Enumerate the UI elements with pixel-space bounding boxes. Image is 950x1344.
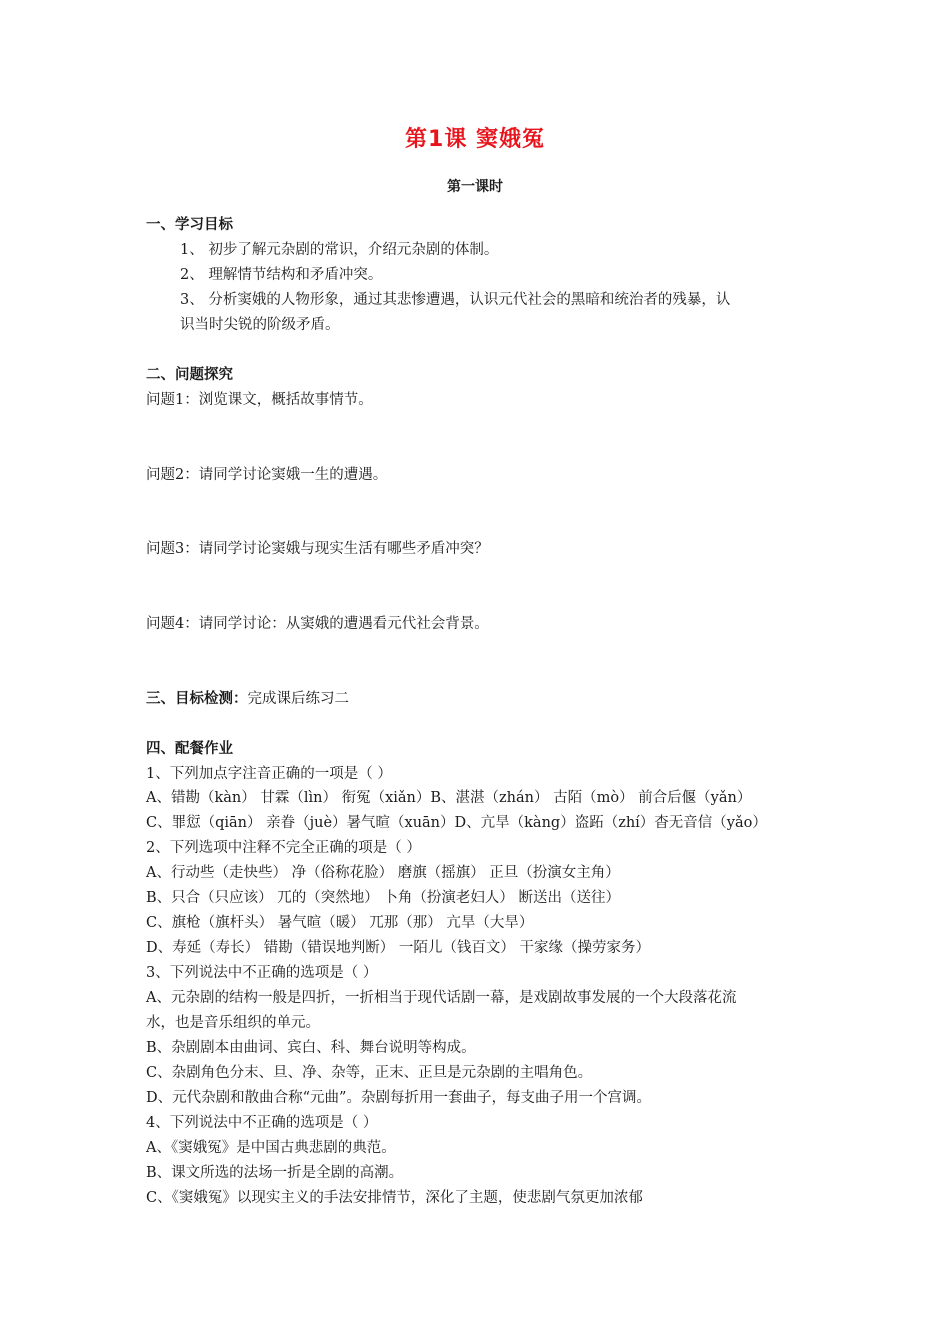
- page-subtitle: 第一课时: [447, 179, 503, 195]
- exercise-line: A、行动些（走快些） 净（俗称花脸） 磨旗（摇旗） 正旦（扮演女主角）: [146, 865, 620, 881]
- goal-item: 2、 理解情节结构和矛盾冲突。: [180, 267, 383, 283]
- exercise-line: B、杂剧剧本由曲词、宾白、科、舞台说明等构成。: [146, 1040, 476, 1056]
- section-check-text: 完成课后练习二: [247, 691, 349, 707]
- exercise-line: 1、下列加点字注音正确的一项是（ ）: [146, 766, 392, 782]
- exercise-line: C、旗枪（旗杆头） 暑气暄（暖） 兀那（那） 亢旱（大旱）: [146, 915, 534, 931]
- page-title: 第1课 窦娥冤: [405, 127, 545, 152]
- section-heading-goals: 一、学习目标: [146, 217, 233, 233]
- exercise-line: D、元代杂剧和散曲合称“元曲”。杂剧每折用一套曲子，每支曲子用一个宫调。: [146, 1090, 651, 1106]
- exercise-line: 3、下列说法中不正确的选项是（ ）: [146, 965, 378, 981]
- exercise-line: A、错勘（kàn） 甘霖（lìn） 衔冤（xiǎn）B、湛湛（zhán） 古陌（mò） 前合后偃（yǎn）: [146, 790, 752, 806]
- goal-item-continued: 识当时尖锐的阶级矛盾。: [180, 317, 340, 333]
- goal-item: 3、 分析窦娥的人物形象，通过其悲惨遭遇，认识元代社会的黑暗和统治者的残暴，认: [180, 292, 731, 308]
- section-heading-check-label: 三、目标检测：: [146, 691, 248, 707]
- exercise-line: 4、下列说法中不正确的选项是（ ）: [146, 1115, 378, 1131]
- exercise-line: 2、下列选项中注释不完全正确的项是（ ）: [146, 840, 421, 856]
- section-heading-homework: 四、配餐作业: [146, 741, 233, 757]
- section-heading-questions: 二、问题探究: [146, 367, 233, 383]
- question-item: 问题2：请同学讨论窦娥一生的遭遇。: [146, 467, 388, 483]
- question-item: 问题4：请同学讨论：从窦娥的遭遇看元代社会背景。: [146, 616, 489, 632]
- goal-item: 1、 初步了解元杂剧的常识，介绍元杂剧的体制。: [180, 242, 499, 258]
- exercise-line: C、罪愆（qiān） 亲眷（juè）暑气暄（xuān）D、亢旱（kàng）盗跖（zhí）杳无音信（yǎo）: [146, 815, 767, 831]
- exercise-line: 水，也是音乐组织的单元。: [146, 1015, 320, 1031]
- exercise-line: B、只合（只应该） 兀的（突然地） 卜角（扮演老妇人） 断送出（送往）: [146, 890, 620, 906]
- exercise-line: D、寿延（寿长） 错勘（错误地判断） 一陌儿（钱百文） 干家缘（操劳家务）: [146, 940, 650, 956]
- section-heading-check: [146, 688, 826, 710]
- question-item: 问题1：浏览课文，概括故事情节。: [146, 392, 373, 408]
- exercise-line: C、杂剧角色分末、旦、净、杂等，正末、正旦是元杂剧的主唱角色。: [146, 1065, 593, 1081]
- question-item: 问题3：请同学讨论窦娥与现实生活有哪些矛盾冲突？: [146, 541, 489, 557]
- exercise-line: A、《窦娥冤》是中国古典悲剧的典范。: [146, 1140, 396, 1156]
- exercise-line: B、课文所选的法场一折是全剧的高潮。: [146, 1165, 404, 1181]
- exercise-line: C、《窦娥冤》以现实主义的手法安排情节，深化了主题，使悲剧气氛更加浓郁: [146, 1190, 643, 1206]
- exercise-line: A、元杂剧的结构一般是四折，一折相当于现代话剧一幕，是戏剧故事发展的一个大段落花流: [146, 990, 737, 1006]
